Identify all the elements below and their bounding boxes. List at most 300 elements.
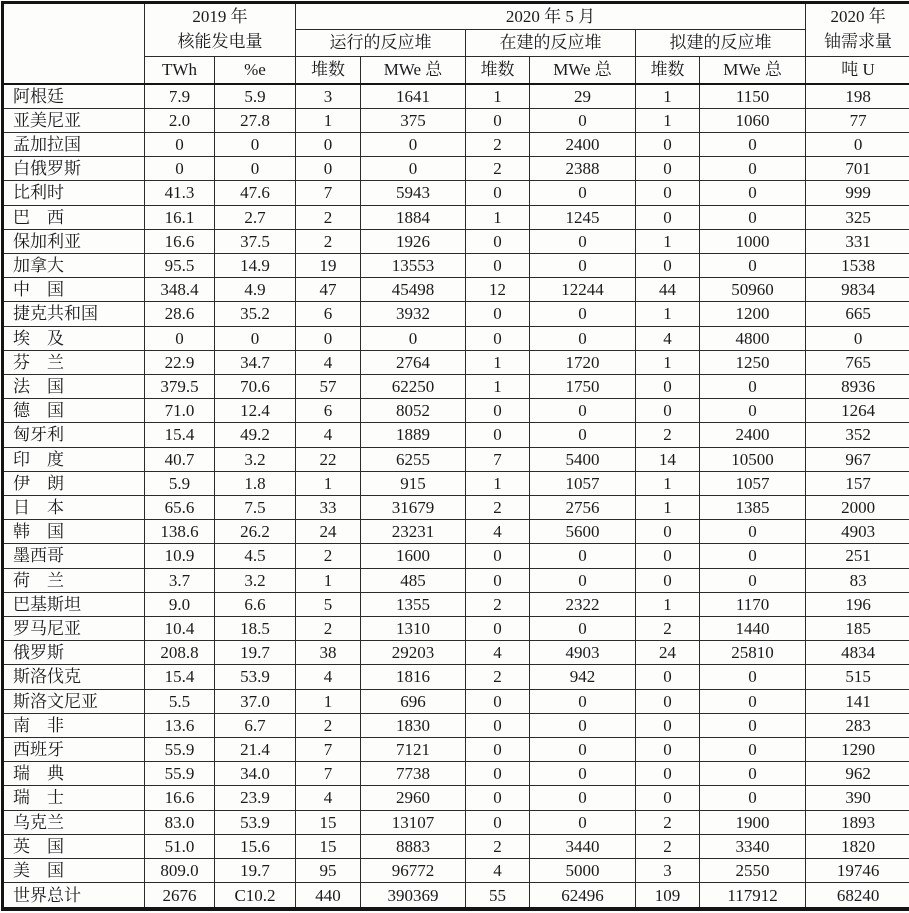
table-row [3,738,909,762]
value-cell: 0 [700,181,806,205]
table-header [3,3,909,84]
value-cell: 1750 [530,374,636,398]
value-cell: 0 [530,253,636,277]
value-cell: 2 [636,810,700,834]
country-cell: 德 国 [3,399,145,423]
value-cell: 34.7 [215,350,296,374]
value-cell: 0 [466,738,530,762]
value-cell: 55.9 [145,738,215,762]
value-cell: 0 [530,568,636,592]
country-cell: 白俄罗斯 [3,157,145,181]
value-cell: 0 [700,738,806,762]
value-cell: 4 [296,665,361,689]
value-cell: 0 [215,132,296,156]
header-row-groups [3,3,909,30]
country-cell: 孟加拉国 [3,132,145,156]
value-cell: 0 [466,762,530,786]
value-cell: 51.0 [145,834,215,858]
table-row [3,229,909,253]
value-cell: 1830 [361,713,466,737]
value-cell: 2 [636,834,700,858]
table-row [3,762,909,786]
value-cell: 15 [296,834,361,858]
country-cell: 埃 及 [3,326,145,350]
value-cell: 1290 [806,738,909,762]
value-cell: 0 [215,326,296,350]
value-cell: 0 [636,568,700,592]
value-cell: 4834 [806,641,909,665]
value-cell: 0 [530,181,636,205]
table-row [3,278,909,302]
value-cell: 1720 [530,350,636,374]
value-cell: 915 [361,471,466,495]
value-cell: 10.4 [145,617,215,641]
value-cell: 14.9 [215,253,296,277]
value-cell: 0 [145,157,215,181]
table-row [3,883,909,909]
value-cell: 55.9 [145,762,215,786]
value-cell: 23.9 [215,786,296,810]
value-cell: 2756 [530,496,636,520]
country-cell: 比利时 [3,181,145,205]
country-cell: 印 度 [3,447,145,471]
header-2019-label: 核能发电量 [177,32,263,51]
value-cell: 14 [636,447,700,471]
value-cell: 2960 [361,786,466,810]
header-uranium-year: 2020 年 [830,7,886,27]
value-cell: 5943 [361,181,466,205]
value-cell: 1 [466,374,530,398]
value-cell: 0 [636,399,700,423]
value-cell: 0 [466,786,530,810]
value-cell: 1 [296,689,361,713]
value-cell: 0 [466,302,530,326]
table-body [3,84,909,910]
value-cell: 1600 [361,544,466,568]
header-under-construction-reactors: 在建的反应堆 [466,30,636,57]
table-row [3,641,909,665]
value-cell: 2400 [530,132,636,156]
value-cell: 109 [636,883,700,909]
value-cell: 10500 [700,447,806,471]
value-cell: 40.7 [145,447,215,471]
value-cell: 0 [636,665,700,689]
value-cell: 0 [466,544,530,568]
value-cell: 29203 [361,641,466,665]
value-cell: 12244 [530,278,636,302]
value-cell: 0 [466,617,530,641]
value-cell: 0 [296,132,361,156]
value-cell: 0 [530,326,636,350]
value-cell: 0 [466,326,530,350]
value-cell: 1 [296,108,361,132]
value-cell: 0 [296,326,361,350]
value-cell: 16.6 [145,229,215,253]
value-cell: 1 [466,84,530,109]
value-cell: 1 [466,205,530,229]
value-cell: 0 [636,738,700,762]
value-cell: 0 [530,810,636,834]
value-cell: 117912 [700,883,806,909]
value-cell: 5 [296,592,361,616]
value-cell: 95 [296,859,361,883]
value-cell: 0 [466,810,530,834]
value-cell: 701 [806,157,909,181]
value-cell: 2 [466,592,530,616]
value-cell: 1900 [700,810,806,834]
value-cell: 251 [806,544,909,568]
value-cell: 1 [296,568,361,592]
unit-mwe-total-operating: MWe 总 [361,57,466,84]
value-cell: 95.5 [145,253,215,277]
value-cell: 4 [466,641,530,665]
value-cell: 4 [466,520,530,544]
value-cell: 138.6 [145,520,215,544]
value-cell: 4 [296,786,361,810]
value-cell: 2 [636,423,700,447]
value-cell: 24 [296,520,361,544]
value-cell: 7 [296,738,361,762]
country-cell: 荷 兰 [3,568,145,592]
value-cell: 13553 [361,253,466,277]
country-cell: 芬 兰 [3,350,145,374]
value-cell: 4 [636,326,700,350]
value-cell: 1 [296,471,361,495]
country-cell: 墨西哥 [3,544,145,568]
value-cell: 2 [466,665,530,689]
value-cell: 34.0 [215,762,296,786]
value-cell: 0 [636,374,700,398]
value-cell: 68240 [806,883,909,909]
country-cell: 斯洛伐克 [3,665,145,689]
value-cell: 2 [466,496,530,520]
value-cell: 55 [466,883,530,909]
value-cell: 3932 [361,302,466,326]
value-cell: 0 [636,520,700,544]
value-cell: 5400 [530,447,636,471]
unit-reactor-count-operating: 堆数 [296,57,361,84]
value-cell: 2 [296,713,361,737]
value-cell: 1057 [530,471,636,495]
country-cell: 南 非 [3,713,145,737]
value-cell: 1385 [700,496,806,520]
value-cell: 27.8 [215,108,296,132]
value-cell: 3.7 [145,568,215,592]
value-cell: 8936 [806,374,909,398]
value-cell: 0 [296,157,361,181]
value-cell: 696 [361,689,466,713]
country-cell: 日 本 [3,496,145,520]
nuclear-power-table [1,1,909,911]
value-cell: 4 [466,859,530,883]
value-cell: 942 [530,665,636,689]
value-cell: 0 [700,520,806,544]
country-cell: 乌克兰 [3,810,145,834]
value-cell: 22.9 [145,350,215,374]
table-row [3,108,909,132]
value-cell: 45498 [361,278,466,302]
table-row [3,689,909,713]
value-cell: 1440 [700,617,806,641]
country-cell: 斯洛文尼亚 [3,689,145,713]
value-cell: 29 [530,84,636,109]
country-cell: 巴 西 [3,205,145,229]
value-cell: 2 [466,834,530,858]
table-row [3,132,909,156]
value-cell: 0 [530,302,636,326]
value-cell: 0 [215,157,296,181]
value-cell: 0 [530,229,636,253]
value-cell: 77 [806,108,909,132]
value-cell: 1355 [361,592,466,616]
value-cell: 0 [530,108,636,132]
value-cell: 0 [700,253,806,277]
value-cell: 809.0 [145,859,215,883]
value-cell: 765 [806,350,909,374]
value-cell: 1057 [700,471,806,495]
country-cell: 加拿大 [3,253,145,277]
value-cell: 0 [361,326,466,350]
value-cell: 1000 [700,229,806,253]
value-cell: 0 [530,689,636,713]
value-cell: 0 [466,399,530,423]
table-row [3,834,909,858]
value-cell: 71.0 [145,399,215,423]
value-cell: 157 [806,471,909,495]
value-cell: 0 [466,108,530,132]
country-cell: 巴基斯坦 [3,592,145,616]
value-cell: 5.5 [145,689,215,713]
value-cell: 2550 [700,859,806,883]
value-cell: 6 [296,302,361,326]
value-cell: 3340 [700,834,806,858]
value-cell: 665 [806,302,909,326]
value-cell: 379.5 [145,374,215,398]
value-cell: 37.5 [215,229,296,253]
value-cell: 37.0 [215,689,296,713]
table-row [3,423,909,447]
value-cell: 7 [296,762,361,786]
value-cell: 141 [806,689,909,713]
value-cell: 0 [806,132,909,156]
value-cell: 962 [806,762,909,786]
value-cell: 0 [530,544,636,568]
country-cell: 阿根廷 [3,84,145,109]
value-cell: 2388 [530,157,636,181]
value-cell: C10.2 [215,883,296,909]
value-cell: 1 [466,471,530,495]
value-cell: 0 [361,157,466,181]
value-cell: 2 [296,544,361,568]
value-cell: 0 [636,689,700,713]
country-cell: 中 国 [3,278,145,302]
value-cell: 6 [296,399,361,423]
value-cell: 0 [700,374,806,398]
value-cell: 2000 [806,496,909,520]
value-cell: 3 [636,859,700,883]
value-cell: 4903 [530,641,636,665]
value-cell: 5000 [530,859,636,883]
value-cell: 2.7 [215,205,296,229]
value-cell: 7.5 [215,496,296,520]
value-cell: 0 [700,205,806,229]
corner-cell [3,3,145,84]
table-row [3,374,909,398]
table-row [3,665,909,689]
value-cell: 1538 [806,253,909,277]
value-cell: 1641 [361,84,466,109]
value-cell: 2 [296,205,361,229]
value-cell: 19.7 [215,859,296,883]
value-cell: 21.4 [215,738,296,762]
value-cell: 28.6 [145,302,215,326]
header-may-2020: 2020 年 5 月 [296,3,806,30]
value-cell: 44 [636,278,700,302]
table-row [3,568,909,592]
value-cell: 999 [806,181,909,205]
table-row [3,302,909,326]
value-cell: 15 [296,810,361,834]
value-cell: 0 [700,568,806,592]
value-cell: 2.0 [145,108,215,132]
value-cell: 0 [530,762,636,786]
country-cell: 伊 朗 [3,471,145,495]
table-row [3,326,909,350]
country-cell: 瑞 典 [3,762,145,786]
value-cell: 0 [466,568,530,592]
value-cell: 2 [296,617,361,641]
value-cell: 2 [636,617,700,641]
value-cell: 1170 [700,592,806,616]
table-row [3,157,909,181]
value-cell: 0 [466,713,530,737]
value-cell: 26.2 [215,520,296,544]
value-cell: 4800 [700,326,806,350]
value-cell: 2 [296,229,361,253]
value-cell: 0 [700,713,806,737]
value-cell: 1 [636,350,700,374]
unit-reactor-count-under-construction: 堆数 [466,57,530,84]
value-cell: 515 [806,665,909,689]
table-row [3,350,909,374]
country-cell: 捷克共和国 [3,302,145,326]
value-cell: 1245 [530,205,636,229]
value-cell: 6.6 [215,592,296,616]
value-cell: 10.9 [145,544,215,568]
country-cell: 世界总计 [3,883,145,909]
value-cell: 1200 [700,302,806,326]
value-cell: 1926 [361,229,466,253]
value-cell: 70.6 [215,374,296,398]
value-cell: 283 [806,713,909,737]
value-cell: 65.6 [145,496,215,520]
value-cell: 3.2 [215,447,296,471]
value-cell: 1.8 [215,471,296,495]
country-cell: 法 国 [3,374,145,398]
value-cell: 19 [296,253,361,277]
value-cell: 2 [466,132,530,156]
value-cell: 62496 [530,883,636,909]
value-cell: 96772 [361,859,466,883]
value-cell: 2 [466,157,530,181]
value-cell: 4.9 [215,278,296,302]
value-cell: 1 [636,496,700,520]
value-cell: 0 [530,399,636,423]
value-cell: 5.9 [215,84,296,109]
value-cell: 19746 [806,859,909,883]
value-cell: 0 [700,665,806,689]
value-cell: 1893 [806,810,909,834]
value-cell: 9.0 [145,592,215,616]
value-cell: 0 [636,205,700,229]
table-row [3,810,909,834]
country-cell: 西班牙 [3,738,145,762]
value-cell: 49.2 [215,423,296,447]
value-cell: 196 [806,592,909,616]
value-cell: 0 [530,617,636,641]
value-cell: 24 [636,641,700,665]
value-cell: 7 [296,181,361,205]
table-row [3,84,909,109]
unit-mwe-total-under-construction: MWe 总 [530,57,636,84]
table-row [3,447,909,471]
country-cell: 俄罗斯 [3,641,145,665]
value-cell: 8883 [361,834,466,858]
table-row [3,253,909,277]
value-cell: 22 [296,447,361,471]
value-cell: 15.4 [145,665,215,689]
value-cell: 3.2 [215,568,296,592]
header-2019-year: 2019 年 [192,7,248,27]
value-cell: 0 [636,762,700,786]
value-cell: 0 [636,132,700,156]
value-cell: 0 [700,132,806,156]
value-cell: 12.4 [215,399,296,423]
value-cell: 0 [530,423,636,447]
value-cell: 390369 [361,883,466,909]
value-cell: 1 [636,229,700,253]
value-cell: 50960 [700,278,806,302]
value-cell: 967 [806,447,909,471]
unit-percent-e: %e [215,57,296,84]
value-cell: 1816 [361,665,466,689]
table-row [3,713,909,737]
table-row [3,205,909,229]
value-cell: 1 [636,84,700,109]
header-uranium-demand [806,3,909,57]
value-cell: 0 [466,181,530,205]
country-cell: 美 国 [3,859,145,883]
value-cell: 12 [466,278,530,302]
country-cell: 匈牙利 [3,423,145,447]
table-row [3,399,909,423]
value-cell: 0 [361,132,466,156]
value-cell: 325 [806,205,909,229]
table-row [3,471,909,495]
value-cell: 33 [296,496,361,520]
value-cell: 0 [145,132,215,156]
value-cell: 35.2 [215,302,296,326]
value-cell: 0 [636,544,700,568]
value-cell: 1884 [361,205,466,229]
table-row [3,496,909,520]
value-cell: 1889 [361,423,466,447]
value-cell: 1 [466,350,530,374]
value-cell: 83 [806,568,909,592]
value-cell: 1 [636,108,700,132]
value-cell: 0 [700,689,806,713]
value-cell: 47.6 [215,181,296,205]
